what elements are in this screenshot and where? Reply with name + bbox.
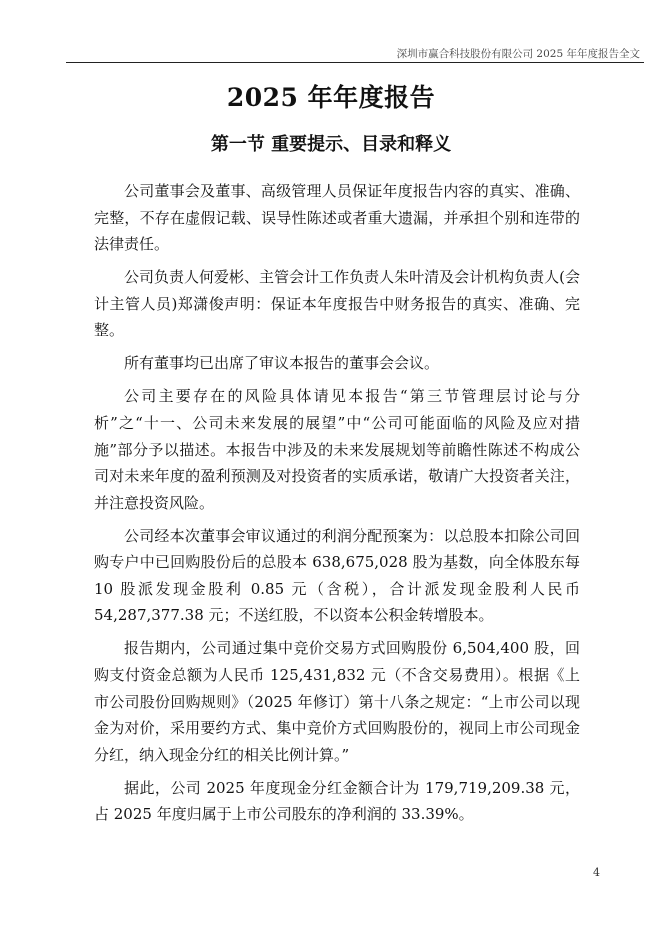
page-number: 4 — [593, 866, 600, 879]
running-header: 深圳市赢合科技股份有限公司 2025 年年度报告全文 — [396, 48, 640, 60]
paragraph-board-guarantee: 公司董事会及董事、高级管理人员保证年度报告内容的真实、准确、完整，不存在虚假记载、误导性陈述或者重大遗漏，并承担个别和连带的法律责任。 — [94, 182, 580, 254]
paragraph-dividend-total: 据此，公司 2025 年度现金分红金额合计为 179,719,209.38 元，占 2025 年度归属于上市公司股东的净利润的 33.39%。 — [94, 778, 580, 824]
header-rule — [66, 62, 644, 63]
document-title: 2025 年年度报告 — [226, 83, 436, 112]
section-heading: 第一节 重要提示、目录和释义 — [210, 134, 452, 155]
paragraph-responsible-persons: 公司负责人何爱彬、主管会计工作负责人朱叶清及会计机构负责人(会计主管人员)郑潇俊声明：保证本年度报告中财务报告的真实、准确、完整。 — [94, 268, 580, 340]
document-body — [94, 178, 580, 834]
paragraph-directors-attendance: 所有董事均已出席了审议本报告的董事会会议。 — [124, 354, 440, 373]
paragraph-share-repurchase: 报告期内，公司通过集中竞价交易方式回购股份 6,504,400 股，回购支付资金总额为人民币 125,431,832 元（不含交易费用）。根据《上市公司股份回购规则》（2025 年修订）第十八条之规定：“上市公司以现金为对价，采用要约方式、集中竞价方式回购股份的，视同上市公司现金分红，纳入现金分红的相关比例计算。” — [94, 639, 580, 764]
paragraph-risk-notice: 公司主要存在的风险具体请见本报告“第三节管理层讨论与分析”之“十一、公司未来发展的展望”中“公司可能面临的风险及应对措施”部分予以描述。本报告中涉及的未来发展规划等前瞻性陈述不构成公司对未来年度的盈利预测及对投资者的实质承诺，敬请广大投资者关注，并注意投资风险。 — [94, 387, 580, 512]
paragraph-profit-distribution: 公司经本次董事会审议通过的利润分配预案为：以总股本扣除公司回购专户中已回购股份后的总股本 638,675,028 股为基数，向全体股东每 10 股派发现金股利 0.85 元（含税），合计派发现金股利人民币 54,287,377.38 元；不送红股，不以资本公积金转增股本。 — [94, 526, 580, 625]
